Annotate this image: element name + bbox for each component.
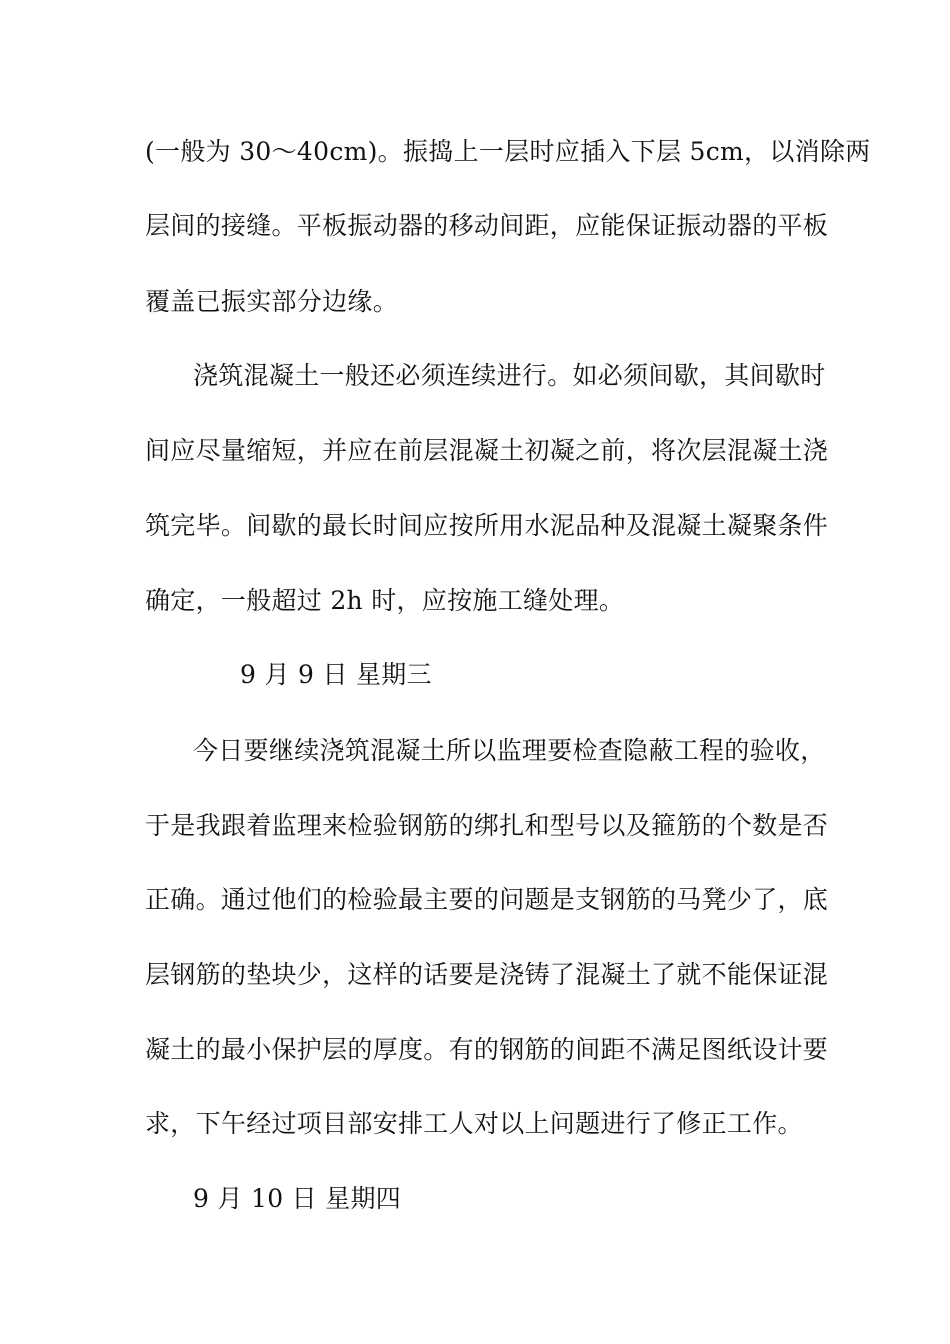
paragraph-line: 浇筑混凝土一般还必须连续进行。如必须间歇，其间歇时 bbox=[193, 361, 826, 390]
paragraph-line: 层间的接缝。平板振动器的移动间距，应能保证振动器的平板 bbox=[145, 211, 829, 240]
paragraph-line: 正确。通过他们的检验最主要的问题是支钢筋的马凳少了，底 bbox=[145, 885, 829, 914]
date-heading: 9 月 10 日 星期四 bbox=[193, 1184, 402, 1213]
paragraph-line: 层钢筋的垫块少，这样的话要是浇铸了混凝土了就不能保证混 bbox=[145, 960, 829, 989]
paragraph-line: 于是我跟着监理来检验钢筋的绑扎和型号以及箍筋的个数是否 bbox=[145, 811, 829, 840]
paragraph-line: 求，下午经过项目部安排工人对以上问题进行了修正工作。 bbox=[145, 1109, 803, 1138]
paragraph-line: 筑完毕。间歇的最长时间应按所用水泥品种及混凝土凝聚条件 bbox=[145, 511, 829, 540]
date-heading: 9 月 9 日 星期三 bbox=[240, 660, 432, 689]
paragraph-line: 确定，一般超过 2h 时，应按施工缝处理。 bbox=[145, 586, 625, 615]
paragraph-line: 凝土的最小保护层的厚度。有的钢筋的间距不满足图纸设计要 bbox=[145, 1035, 829, 1064]
paragraph-line: 今日要继续浇筑混凝土所以监理要检查隐蔽工程的验收， bbox=[193, 736, 826, 765]
paragraph-line: (一般为 30～40cm)。振捣上一层时应插入下层 5cm，以消除两 bbox=[145, 137, 871, 166]
paragraph-line: 间应尽量缩短，并应在前层混凝土初凝之前，将次层混凝土浇 bbox=[145, 436, 829, 465]
paragraph-line: 覆盖已振实部分边缘。 bbox=[145, 287, 399, 316]
